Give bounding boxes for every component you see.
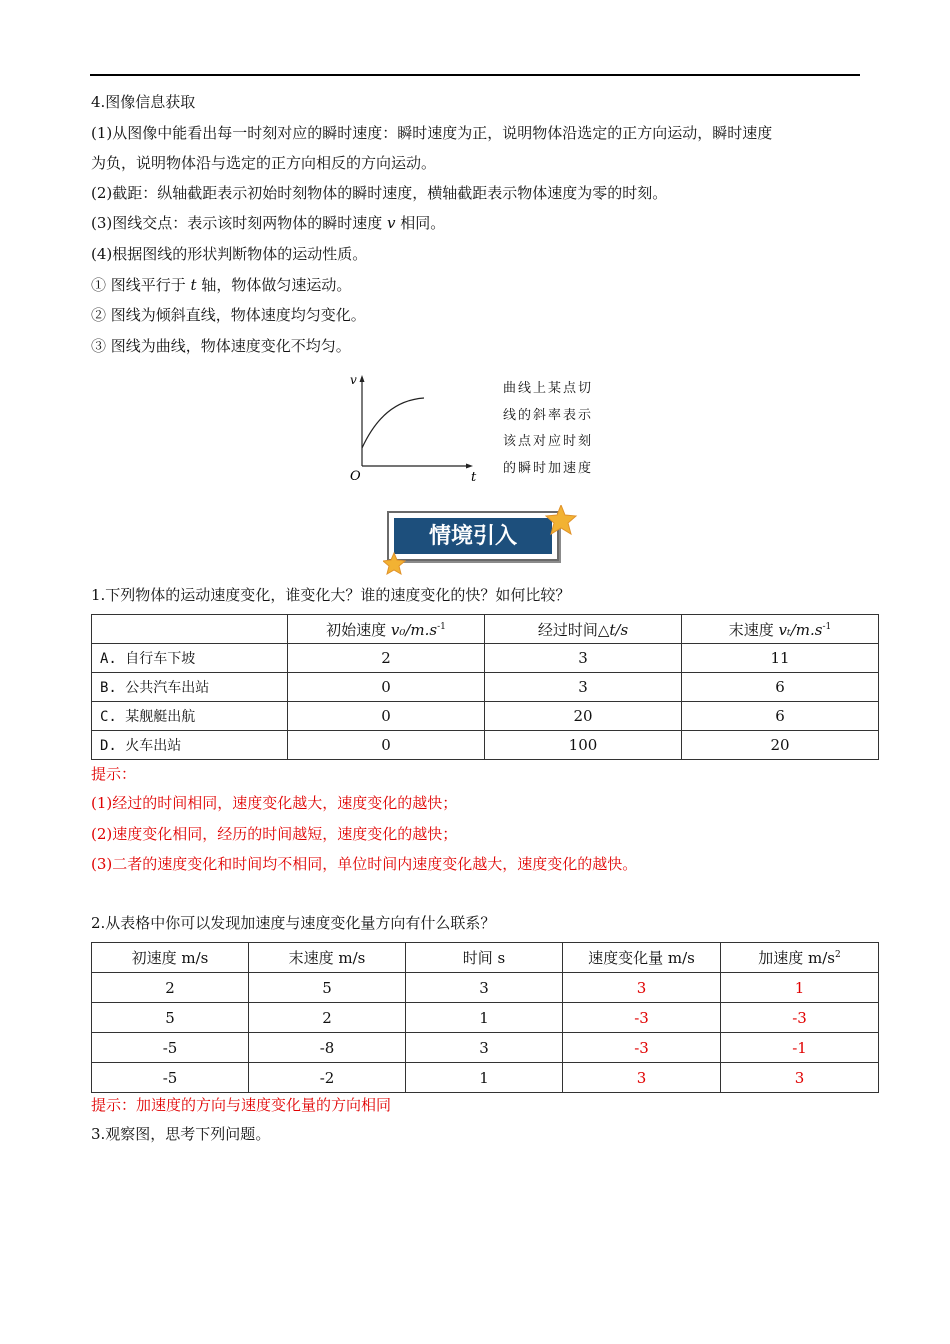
- table-header-cell: 加速度 $m/s^2$: [721, 943, 879, 973]
- table-cell: 3: [406, 973, 563, 1003]
- paragraph-7: ③ 图线为曲线，物体速度变化不均匀。: [91, 337, 351, 355]
- paragraph-1b: 为负，说明物体沿与选定的正方向相反的方向运动。: [91, 154, 437, 172]
- question-1-title: 1.下列物体的运动速度变化，谁变化大？谁的速度变化的快？如何比较？: [91, 586, 571, 604]
- section-title: 4.图像信息获取: [91, 93, 196, 111]
- section-banner: [383, 505, 583, 577]
- hint-q2: 提示：加速度的方向与速度变化量的方向相同: [91, 1096, 392, 1114]
- table-cell: 3: [406, 1033, 563, 1063]
- table-cell: 0: [288, 731, 485, 760]
- vt-graph: [340, 368, 490, 483]
- table-header-row: [92, 615, 879, 644]
- table-cell: -5: [92, 1033, 249, 1063]
- graph-x-label: t: [471, 470, 477, 483]
- graph-x-arrow: [466, 464, 473, 469]
- table-cell: -8: [249, 1033, 406, 1063]
- table-row: [92, 1063, 879, 1093]
- paragraph-6: ② 图线为倾斜直线，物体速度均匀变化。: [91, 306, 366, 324]
- paragraph-5: ① 图线平行于 t 轴，物体做匀速运动。: [91, 276, 352, 294]
- table-cell: A. 自行车下坡: [92, 644, 288, 673]
- table-cell: 2: [92, 973, 249, 1003]
- table-cell: 1: [406, 1063, 563, 1093]
- banner-label: 情境引入: [428, 524, 518, 549]
- header-rule: [90, 74, 860, 76]
- table-row: [92, 702, 879, 731]
- table-cell: 20: [485, 702, 682, 731]
- table-cell: D. 火车出站: [92, 731, 288, 760]
- table-cell: 1: [721, 973, 879, 1003]
- table-cell: 3: [563, 1063, 721, 1093]
- graph-origin-label: O: [350, 469, 361, 483]
- table-header-cell: 经过时间△t/s: [485, 615, 682, 644]
- table-cell: 6: [682, 673, 879, 702]
- table-header-cell: 速度变化量 m/s: [563, 943, 721, 973]
- table-header-cell: 末速度 $v_t/m.s^{-1}$: [682, 615, 879, 644]
- table-cell: -2: [249, 1063, 406, 1093]
- question-2-title: 2.从表格中你可以发现加速度与速度变化量方向有什么联系？: [91, 914, 496, 932]
- table-header-cell: 初始速度 $v_0/m.s^{-1}$: [288, 615, 485, 644]
- paragraph-1a: (1)从图像中能看出每一时刻对应的瞬时速度：瞬时速度为正，说明物体沿选定的正方向运动，瞬时速度: [91, 124, 773, 142]
- speed-change-table: [91, 614, 879, 760]
- graph-note: [503, 376, 613, 482]
- graph-y-arrow: [360, 375, 365, 382]
- graph-note-line: 该点对应时刻: [503, 434, 594, 449]
- question-3-title: 3.观察图，思考下列问题。: [91, 1125, 271, 1143]
- hint-2: (2)速度变化相同，经历的时间越短，速度变化的越快；: [91, 825, 458, 843]
- table-row: [92, 1033, 879, 1063]
- paragraph-3: (3)图线交点：表示该时刻两物体的瞬时速度 v 相同。: [91, 214, 446, 232]
- table-cell: 2: [249, 1003, 406, 1033]
- table-cell: 5: [92, 1003, 249, 1033]
- table-cell: 6: [682, 702, 879, 731]
- table-row: [92, 1003, 879, 1033]
- hint-1: (1)经过的时间相同，速度变化越大，速度变化的越快；: [91, 794, 458, 812]
- table-cell: -5: [92, 1063, 249, 1093]
- table-header-row: [92, 943, 879, 973]
- table-cell: 2: [288, 644, 485, 673]
- table-cell: 3: [563, 973, 721, 1003]
- table-header-cell: 时间 s: [406, 943, 563, 973]
- table-row: [92, 731, 879, 760]
- hint-3: (3)二者的速度变化和时间均不相同，单位时间内速度变化越大，速度变化的越快。: [91, 855, 638, 873]
- graph-curve: [362, 398, 424, 448]
- table-cell: 0: [288, 673, 485, 702]
- table-cell: 0: [288, 702, 485, 731]
- table-cell: 20: [682, 731, 879, 760]
- table-cell: 5: [249, 973, 406, 1003]
- graph-note-line: 的瞬时加速度: [503, 460, 594, 476]
- acceleration-table: [91, 942, 879, 1093]
- table-cell: B. 公共汽车出站: [92, 673, 288, 702]
- table-header-cell: 末速度 m/s: [249, 943, 406, 973]
- table-cell: -3: [721, 1003, 879, 1033]
- paragraph-2: (2)截距：纵轴截距表示初始时刻物体的瞬时速度，横轴截距表示物体速度为零的时刻。: [91, 184, 668, 202]
- table-cell: -1: [721, 1033, 879, 1063]
- table-cell: 3: [485, 673, 682, 702]
- table-header-cell: [92, 615, 288, 644]
- hint-title: 提示：: [91, 765, 137, 783]
- table-cell: -3: [563, 1033, 721, 1063]
- table-cell: 11: [682, 644, 879, 673]
- paragraph-4: (4)根据图线的形状判断物体的运动性质。: [91, 245, 368, 263]
- table-cell: 3: [485, 644, 682, 673]
- graph-note-line: 曲线上某点切: [503, 381, 594, 396]
- table-row: [92, 973, 879, 1003]
- table-cell: 3: [721, 1063, 879, 1093]
- table-cell: -3: [563, 1003, 721, 1033]
- table-row: [92, 644, 879, 673]
- table-header-cell: 初速度 m/s: [92, 943, 249, 973]
- table-row: [92, 673, 879, 702]
- table-cell: 1: [406, 1003, 563, 1033]
- table-cell: C. 某舰艇出航: [92, 702, 288, 731]
- graph-y-label: v: [350, 373, 357, 387]
- graph-note-line: 线的斜率表示: [503, 407, 594, 423]
- table-cell: 100: [485, 731, 682, 760]
